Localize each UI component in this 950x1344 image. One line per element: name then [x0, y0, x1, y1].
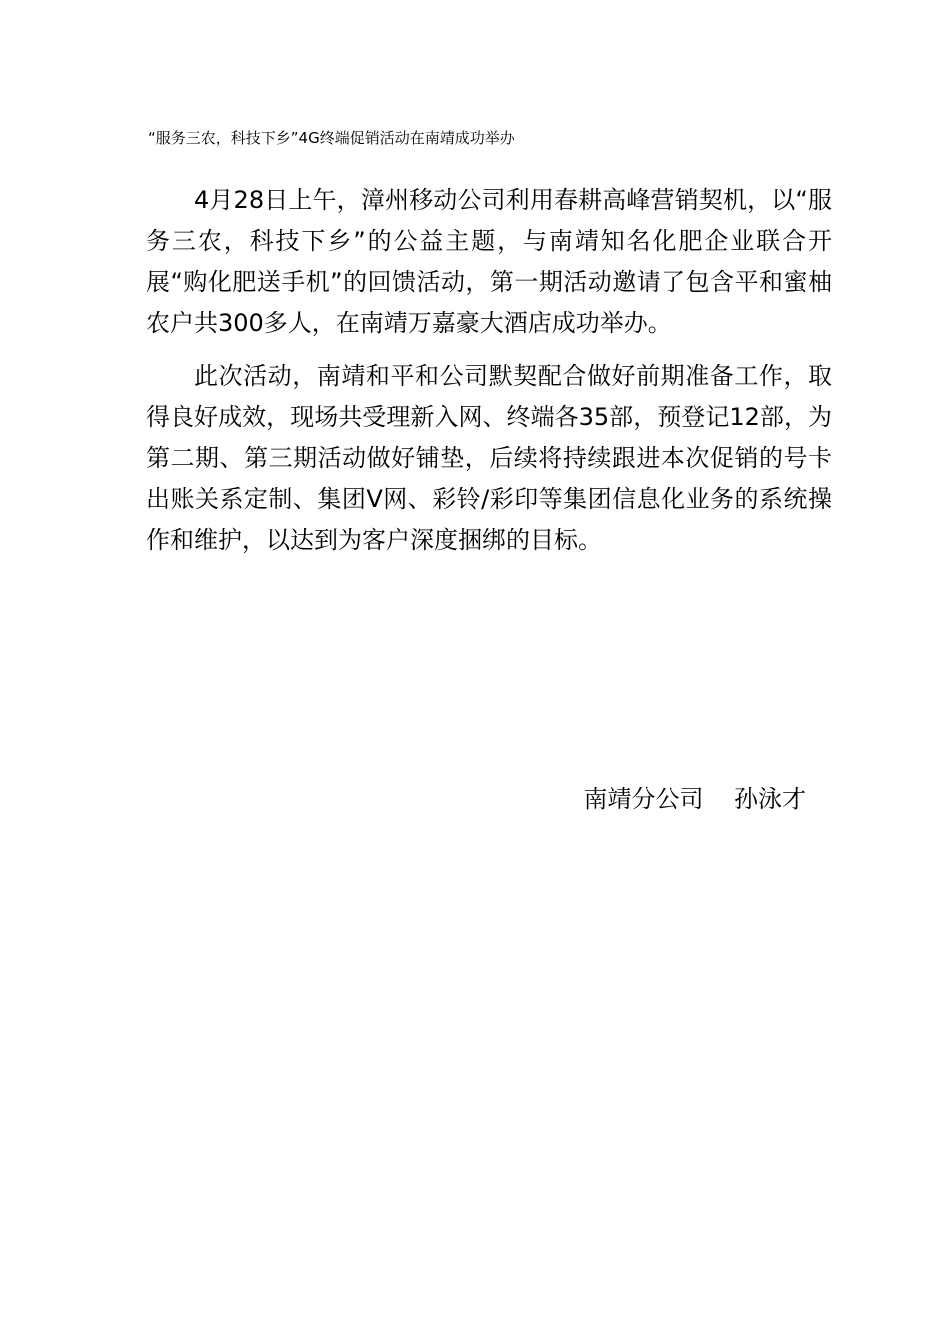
document-title: “服务三农，科技下乡”4G终端促销活动在南靖成功举办: [148, 129, 515, 147]
body-paragraph-2: 此次活动，南靖和平和公司默契配合做好前期准备工作，取得良好成效，现场共受理新入网、终端各35部，预登记12部，为第二期、第三期活动做好铺垫，后续将持续跟进本次促销的号卡出账关系定制、集团V网、彩铃/彩印等集团信息化业务的系统操作和维护，以达到为客户深度捆绑的目标。: [146, 362, 832, 554]
signature-line: 南靖分公司 孙泳才: [583, 785, 806, 813]
body-paragraph-1: 4月28日上午，漳州移动公司利用春耕高峰营销契机，以“服务三农，科技下乡”的公益主题，与南靖知名化肥企业联合开展“购化肥送手机”的回馈活动，第一期活动邀请了包含平和蜜柚农户共300多人，在南靖万嘉豪大酒店成功举办。: [146, 186, 832, 337]
document-body: [146, 180, 832, 561]
